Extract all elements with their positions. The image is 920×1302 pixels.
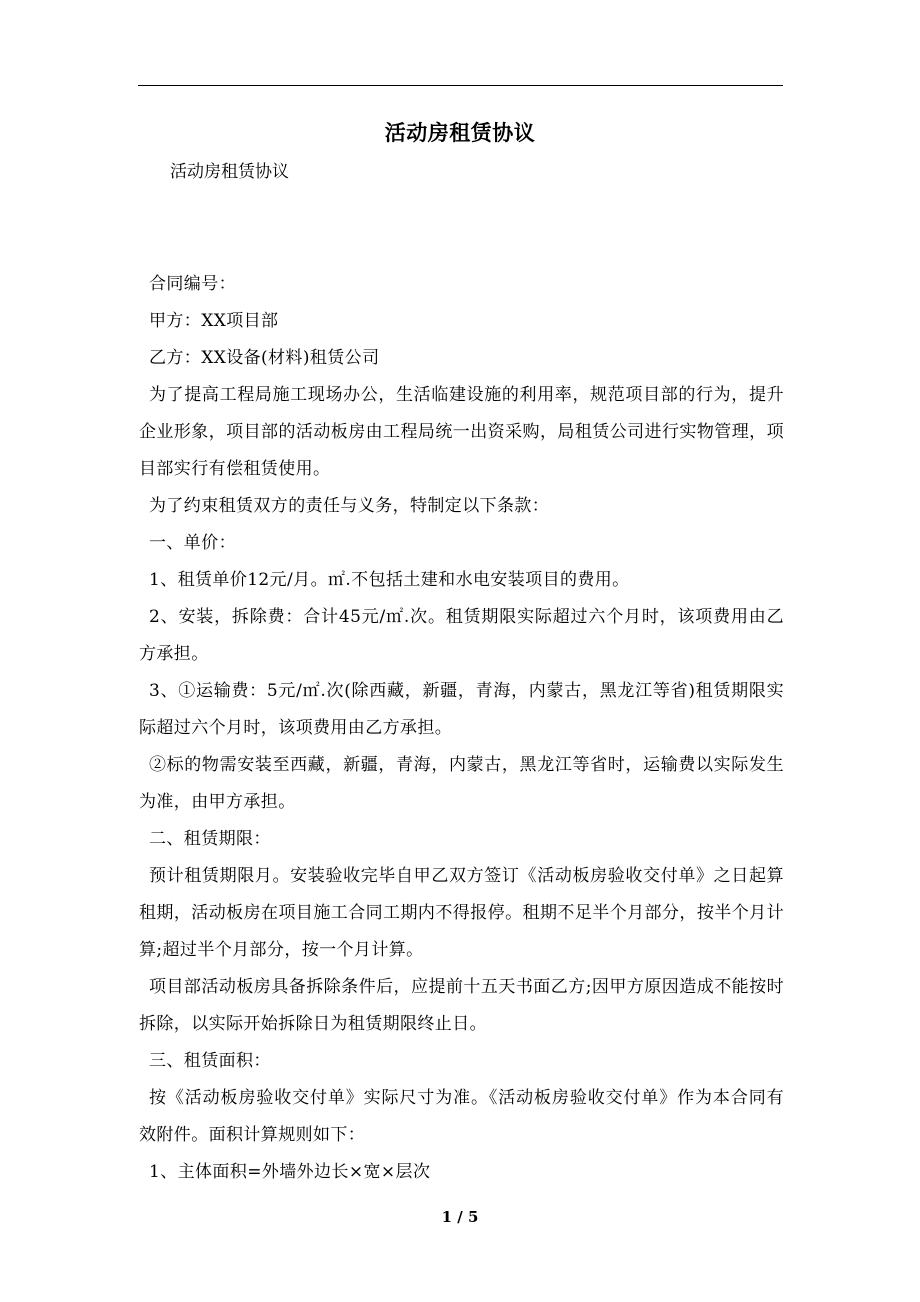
document-title: 活动房租赁协议 <box>384 120 536 145</box>
section-heading-unit-price: 一、单价： <box>149 533 236 553</box>
paragraph-rent-price: 1、租赁单价12元/月。㎡.不包括土建和水电安装项目的费用。 <box>149 570 630 590</box>
paragraph-transport-fee: 3、①运输费：5元/㎡.次(除西藏，新疆，青海，内蒙古，黑龙江等省)租赁期限实际超过六个月时，该项费用由乙方承担。 <box>139 681 784 738</box>
paragraph-area-basis: 按《活动板房验收交付单》实际尺寸为准。《活动板房验收交付单》作为本合同有效附件。面积计算规则如下： <box>139 1088 784 1145</box>
paragraph-terms-intro: 为了约束租赁双方的责任与义务，特制定以下条款： <box>149 496 550 516</box>
paragraph-dismantle: 项目部活动板房具备拆除条件后，应提前十五天书面乙方;因甲方原因造成不能按时拆除，以实际开始拆除日为租赁期限终止日。 <box>139 977 784 1034</box>
paragraph-contract-number: 合同编号： <box>149 274 236 294</box>
paragraph-area-rule-1: 1、主体面积=外墙外边长×宽×层次 <box>149 1162 431 1182</box>
document-body <box>139 266 784 1191</box>
paragraph-transport-exception: ②标的物需安装至西藏，新疆，青海，内蒙古，黑龙江等省时，运输费以实际发生为准，由甲方承担。 <box>139 755 784 812</box>
paragraph-lease-term: 预计租赁期限月。安装验收完毕自甲乙双方签订《活动板房验收交付单》之日起算租期，活动板房在项目施工合同工期内不得报停。租期不足半个月部分，按半个月计算;超过半个月部分，按一个月计算。 <box>139 866 784 960</box>
document-subtitle: 活动房租赁协议 <box>170 162 289 182</box>
paragraph-install-fee: 2、安装，拆除费：合计45元/㎡.次。租赁期限实际超过六个月时，该项费用由乙方承担。 <box>139 607 784 664</box>
paragraph-purpose: 为了提高工程局施工现场办公，生活临建设施的利用率，规范项目部的行为，提升企业形象，项目部的活动板房由工程局统一出资采购，局租赁公司进行实物管理，项目部实行有偿租赁使用。 <box>139 385 784 479</box>
paragraph-party-b: 乙方：XX设备(材料)租赁公司 <box>149 348 380 368</box>
paragraph-party-a: 甲方：XX项目部 <box>149 311 279 331</box>
page-number: 1 / 5 <box>441 1208 479 1226</box>
header-rule <box>138 85 783 86</box>
section-heading-lease-term: 二、租赁期限： <box>149 829 271 849</box>
section-heading-lease-area: 三、租赁面积： <box>149 1051 271 1071</box>
